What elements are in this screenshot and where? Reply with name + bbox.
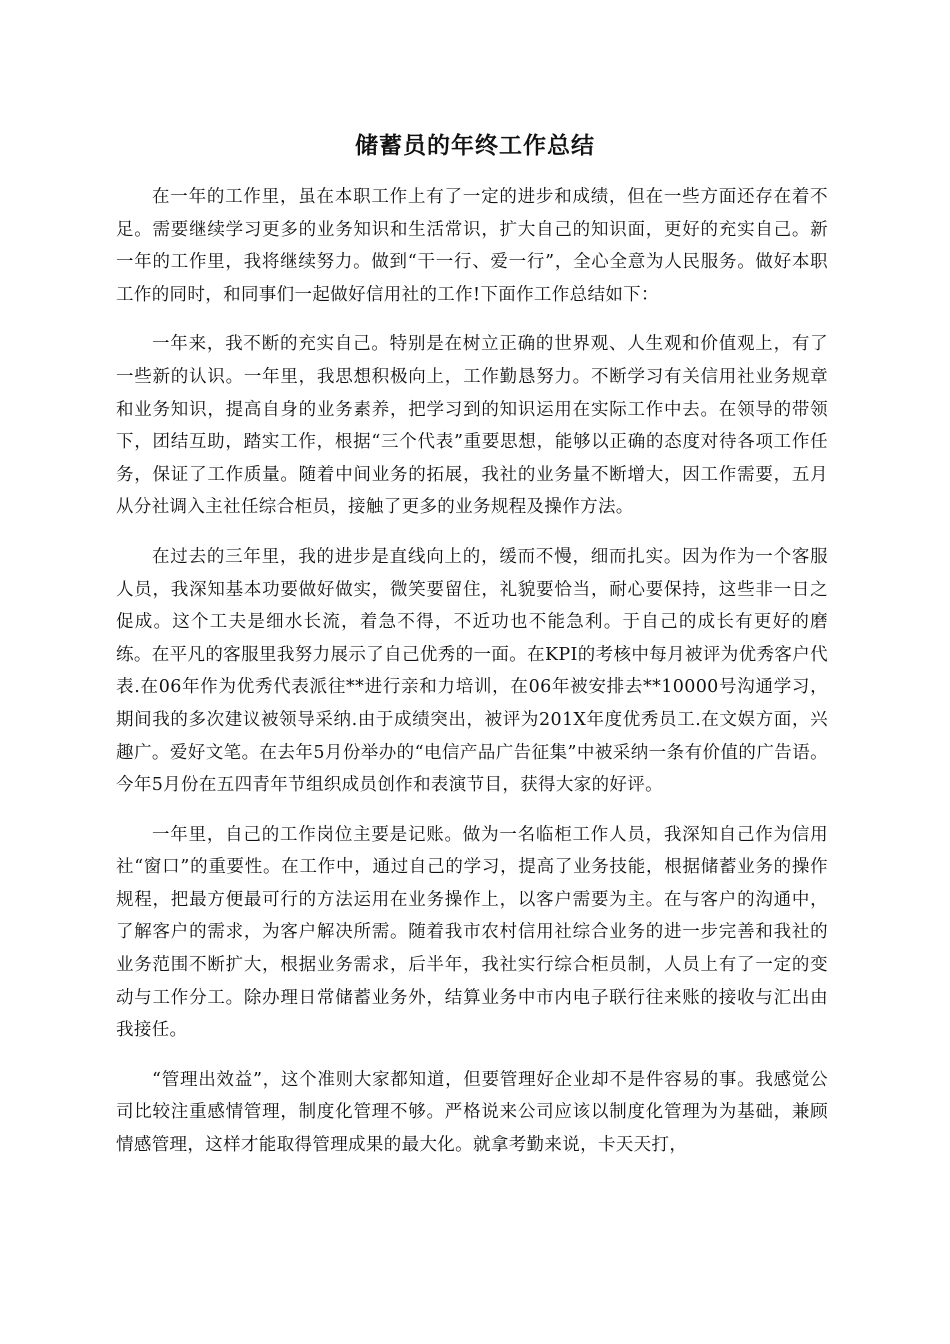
document-title: 储蓄员的年终工作总结 [355,133,595,160]
document-body [116,181,828,1179]
paragraph-3: 在过去的三年里，我的进步是直线向上的，缓而不慢，细而扎实。因为作为一个客服人员，我深知基本功要做好做实，微笑要留住，礼貌要恰当，耐心要保持，这些非一日之促成。这个工夫是细水长流，着急不得，不近功也不能急利。于自己的成长有更好的磨练。在平凡的客服里我努力展示了自己优秀的一面。在KPI的考核中每月被评为优秀客户代表.在06年作为优秀代表派往**进行亲和力培训，在06年被安排去**10000号沟通学习，期间我的多次建议被领导采纳.由于成绩突出，被评为201X年度优秀员工.在文娱方面，兴趣广。爱好文笔。在去年5月份举办的“电信产品广告征集”中被采纳一条有价值的广告语。今年5月份在五四青年节组织成员创作和表演节目，获得大家的好评。 [116,546,828,796]
paragraph-1: 在一年的工作里，虽在本职工作上有了一定的进步和成绩，但在一些方面还存在着不足。需要继续学习更多的业务知识和生活常识，扩大自己的知识面，更好的充实自己。新一年的工作里，我将继续努力。做到“干一行、爱一行”，全心全意为人民服务。做好本职工作的同时，和同事们一起做好信用社的工作!下面作工作总结如下： [116,187,828,305]
paragraph-4: 一年里，自己的工作岗位主要是记账。做为一名临柜工作人员，我深知自己作为信用社“窗口”的重要性。在工作中，通过自己的学习，提高了业务技能，根据储蓄业务的操作规程，把最方便最可行的方法运用在业务操作上，以客户需要为主。在与客户的沟通中，了解客户的需求，为客户解决所需。随着我市农村信用社综合业务的进一步完善和我社的业务范围不断扩大，根据业务需求，后半年，我社实行综合柜员制，人员上有了一定的变动与工作分工。除办理日常储蓄业务外，结算业务中市内电子联行往来账的接收与汇出由我接任。 [116,824,828,1041]
paragraph-5: “管理出效益”，这个准则大家都知道，但要管理好企业却不是件容易的事。我感觉公司比较注重感情管理，制度化管理不够。严格说来公司应该以制度化管理为为基础，兼顾情感管理，这样才能取得管理成果的最大化。就拿考勤来说，卡天天打， [116,1069,828,1156]
paragraph-2: 一年来，我不断的充实自己。特别是在树立正确的世界观、人生观和价值观上，有了一些新的认识。一年里，我思想积极向上，工作勤恳努力。不断学习有关信用社业务规章和业务知识，提高自身的业务素养，把学习到的知识运用在实际工作中去。在领导的带领下，团结互助，踏实工作，根据“三个代表”重要思想，能够以正确的态度对待各项工作任务，保证了工作质量。随着中间业务的拓展，我社的业务量不断增大，因工作需要，五月从分社调入主社任综合柜员，接触了更多的业务规程及操作方法。 [116,334,828,518]
